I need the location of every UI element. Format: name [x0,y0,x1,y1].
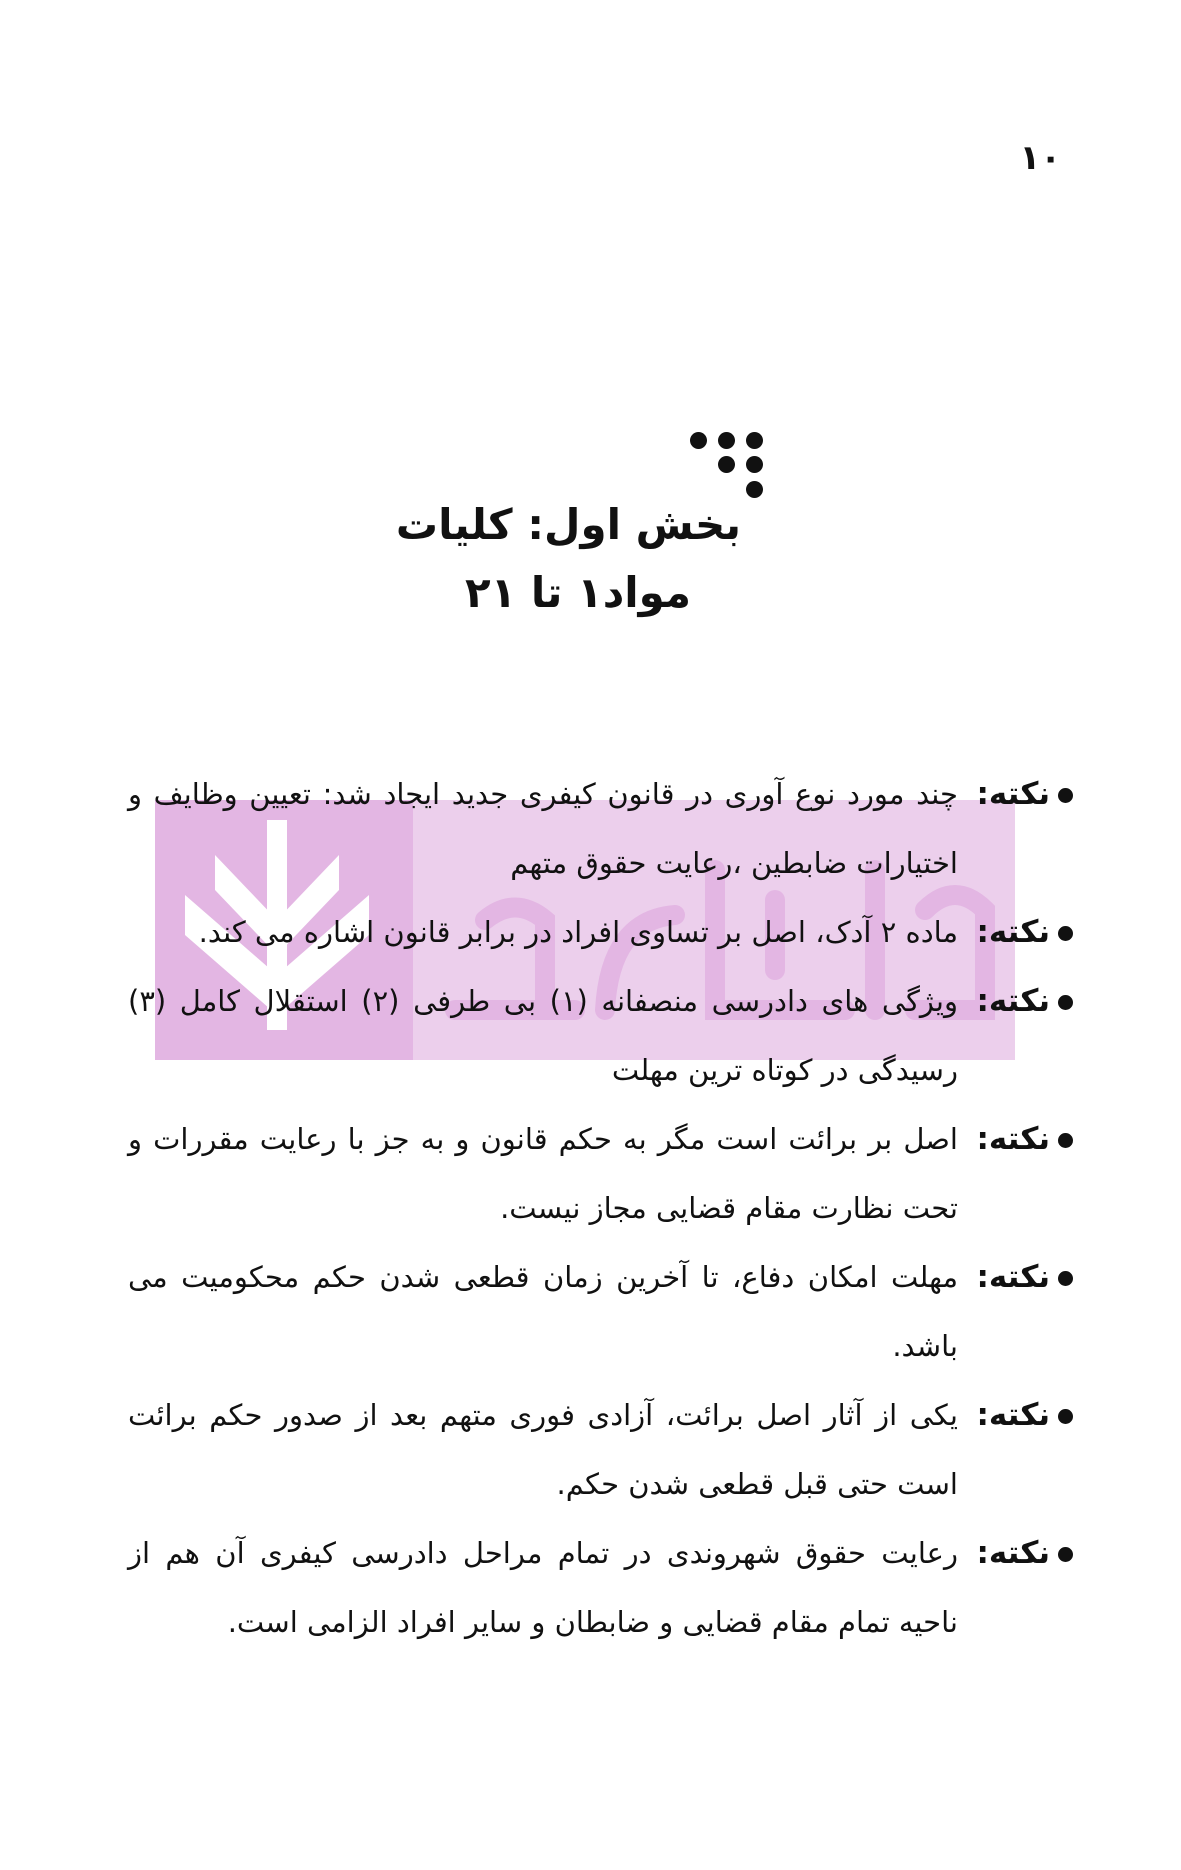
note-head [976,967,1073,1036]
note-text: ماده ۲ آدک، اصل بر تساوی افراد در برابر قانون اشاره می کند. [198,915,958,949]
note-label: نکته: [976,1397,1050,1433]
note-label: نکته: [976,776,1050,812]
note-text: یکی از آثار اصل برائت، آزادی فوری متهم بعد از صدور حکم برائت است حتی قبل قطعی شدن حکم. [128,1398,958,1501]
note-text: چند مورد نوع آوری در قانون کیفری جدید ایجاد شد: تعیین وظایف و اختیارات ضابطین ،رعایت حقوق متهم [128,777,958,880]
note-label: نکته: [976,1535,1050,1571]
bullet-icon [1058,926,1073,941]
note-item [128,898,1073,967]
note-text: ویژگی های دادرسی منصفانه (۱) بی طرفی (۲) استقلال کامل (۳) رسیدگی در کوتاه ترین مهلت [128,984,958,1087]
note-text: مهلت امکان دفاع، تا آخرین زمان قطعی شدن حکم محکومیت می باشد. [128,1260,958,1363]
note-item [128,967,1073,1105]
bullet-icon [1058,995,1073,1010]
note-item [128,760,1073,898]
note-head [976,1381,1073,1450]
note-head [976,1105,1073,1174]
note-text: رعایت حقوق شهروندی در تمام مراحل دادرسی کیفری آن هم از ناحیه تمام مقام قضایی و ضابطان و سایر افراد الزامی است. [128,1536,958,1639]
bullet-icon [1058,1409,1073,1424]
note-label: نکته: [976,1259,1050,1295]
bullet-icon [1058,1133,1073,1148]
note-label: نکته: [976,914,1050,950]
note-label: نکته: [976,1121,1050,1157]
note-item [128,1381,1073,1519]
bullet-icon [1058,1271,1073,1286]
note-item [128,1105,1073,1243]
section-subtitle: مواد۱ تا ۲۱ [464,568,691,617]
note-head [976,1519,1073,1588]
note-text: اصل بر برائت است مگر به حکم قانون و به جز با رعایت مقررات و تحت نظارت مقام قضایی مجاز نیست. [128,1122,958,1225]
note-item [128,1519,1073,1657]
page-number: ۱۰ [1019,138,1061,178]
bullet-icon [1058,788,1073,803]
note-label: نکته: [976,983,1050,1019]
note-head [976,898,1073,967]
note-head [976,1243,1073,1312]
note-head [976,760,1073,829]
note-item [128,1243,1073,1381]
bullet-icon [1058,1547,1073,1562]
notes-list [128,760,1073,1657]
section-title: بخش اول: کلیات [395,500,741,549]
